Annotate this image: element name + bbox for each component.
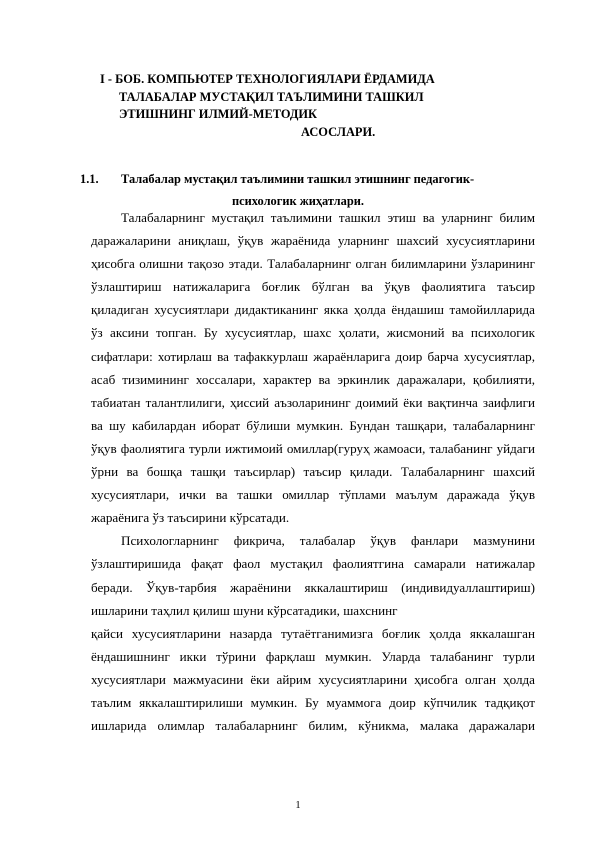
section-heading-line — [80, 168, 520, 190]
body-text — [91, 206, 535, 737]
chapter-heading-line: ТАЛАБАЛАР МУСТАҚИЛ ТАЪЛИМИНИ ТАШКИЛ — [119, 89, 424, 104]
section-number: 1.1. — [80, 172, 99, 186]
paragraph-continuation: қайси хусусиятларини назарда тутаётганимизга боғлик ҳолда яккалашган ёндашишнинг икки тўрини фарқлаш мумкин. Уларда талабанинг турли хусусиятлари мажмуасини ёки айрим хусусиятларини ҳисобга олган ҳолда таълим яккалаштирилиши мумкин. Бу муаммога доир кўпчилик тадқиқот ишларида олимлар талабаларнинг билим, кўникма, малака даражалари — [91, 625, 535, 734]
chapter-heading — [100, 71, 540, 141]
page-number: 1 — [295, 800, 301, 811]
paragraph: Психологларнинг фикрича, талабалар ўқув фанлари мазмунини ўзлаштиришида фақат фаол мустақил фаолиятгина самарали натижалар беради. Ўқув-тарбия жараёнини яккалаштириш (индивидуаллаштириш) ишларини таҳлил қилиш шуни кўрсатадики, шахснинг — [91, 533, 535, 618]
paragraph: Талабаларнинг мустақил таълимини ташкил этиш ва уларнинг билим даражаларини аниқлаш, ўқув жараёнида уларнинг шахсий хусусиятларини ҳисобга олишни тақозо этади. Талабаларнинг олган билимларини ўзларининг ўзлаштириш натижаларига боғлик бўлган ва ўқув фаолиятига таъсир қиладиган хусусиятлари дидактиканинг якка ҳолда ёндашиш тамойилларида ўз аксини топган. Бу хусусиятлар, шахс ҳолати, жисмоний ва психологик сифатлари: хотирлаш ва тафаккурлаш жараёнларига доир барча хусусиятлар, асаб тизимининг хоссалари, характер ва эркинлик даражалари, қобилияти, табиатан талантлилиги, ҳиссий аъзоларининг доимий ёки вақтинча заифлиги ва шу кабилардан иборат бўлиши мумкин. Бундан ташқари, талабаларнинг ўқув фаолиятига турли ижтимоий омиллар(гуруҳ жамоаси, талабанинг уйдаги ўрни ва бошқа ташқи таъсирлар) таъсир қилади. Талабаларнинг шахсий хусусиятлари, ички ва ташки омиллар тўплами маълум даражада ўқув жараёнига ўз таъсирини кўрсатади. — [91, 210, 535, 526]
chapter-heading-line: ЭТИШНИНГ ИЛМИЙ-МЕТОДИК — [119, 107, 318, 121]
chapter-heading-line: I - БОБ. КОМПЬЮТЕР ТЕХНОЛОГИЯЛАРИ ЁРДАМИДА — [100, 72, 435, 86]
section-title-part: психологик жиҳатлари. — [232, 194, 364, 208]
section-title-part: Талабалар мустақил таълимини ташкил этишнинг педагогик- — [121, 172, 475, 186]
chapter-heading-line: АСОСЛАРИ. — [301, 124, 376, 139]
